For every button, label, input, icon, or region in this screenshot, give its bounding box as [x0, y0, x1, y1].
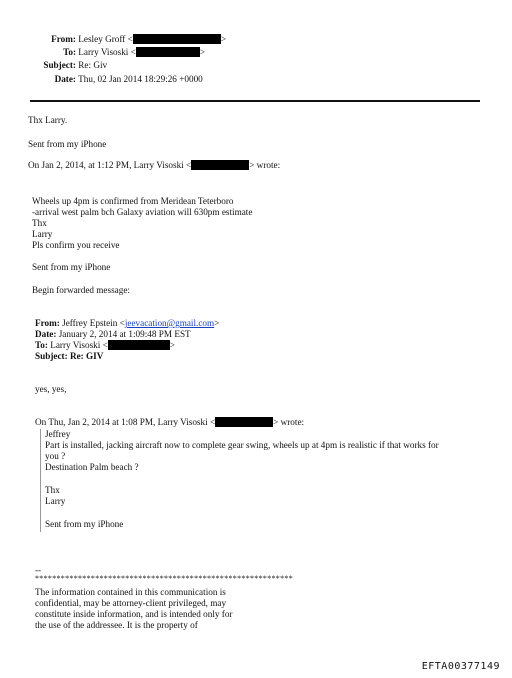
begin-forwarded: Begin forwarded message:	[32, 285, 130, 295]
subject-value: Re: Giv	[78, 60, 108, 70]
fwd-on-wrote-line	[35, 417, 304, 428]
thx-line: Thx Larry.	[28, 115, 68, 125]
bracket: >	[199, 47, 206, 57]
quote-signature: Larry	[45, 496, 66, 507]
disclaimer-line: the use of the addressee. It is the property of	[35, 620, 198, 631]
disclaimer-line: The information contained in this communication is	[35, 587, 226, 597]
quote-line: Part is installed, jacking aircraft now to complete gear swing, wheels up at 4pm is realistic if that works for	[45, 440, 439, 451]
quote-line: Jeffrey	[45, 429, 71, 439]
star-divider: ************************************************************	[35, 574, 293, 583]
header-from-row	[6, 34, 226, 45]
fwd-date-label: Date:	[35, 329, 57, 339]
redaction-bar	[133, 34, 221, 44]
bracket: >	[220, 34, 226, 44]
fwd-subject-value: Re: GIV	[69, 351, 104, 361]
header-to-row	[6, 47, 205, 58]
bracket: >	[169, 340, 175, 350]
message-body	[32, 196, 252, 251]
reply-text: yes, yes,	[35, 384, 67, 394]
header-subject-row	[6, 60, 107, 71]
signature-dashes: --	[35, 565, 42, 575]
from-value: Lesley Groff <	[78, 34, 133, 44]
date-label: Date:	[54, 74, 76, 84]
message-line: Wheels up 4pm is confirmed from Meridean Teterboro	[32, 196, 234, 206]
to-label: To:	[63, 47, 76, 57]
redaction-bar	[136, 47, 200, 57]
fwd-to-row	[35, 340, 175, 351]
to-value: Larry Visoski <	[78, 47, 136, 57]
fwd-to-value: Larry Visoski <	[50, 340, 108, 350]
fwd-on-suffix: > wrote:	[273, 417, 305, 427]
message-line: -arrival west palm bch Galaxy aviation will 630pm estimate	[32, 207, 253, 218]
fwd-from-row	[35, 318, 219, 329]
disclaimer	[35, 587, 233, 631]
fwd-subject-label: Subject:	[35, 351, 68, 361]
subject-label: Subject:	[43, 60, 76, 70]
message-line: Larry	[32, 229, 53, 240]
fwd-date-row	[35, 329, 191, 340]
fwd-to-label: To:	[35, 340, 48, 350]
header-date-row	[6, 74, 203, 85]
quote-sent-from: Sent from my iPhone	[45, 519, 124, 530]
fwd-subject-row	[35, 351, 103, 362]
quoted-message	[40, 429, 485, 532]
fwd-on-prefix: On Thu, Jan 2, 2014 at 1:08 PM, Larry Visoski <	[35, 417, 216, 427]
quote-line: you ?	[45, 451, 66, 462]
date-value: Thu, 02 Jan 2014 18:29:26 +0000	[78, 74, 203, 84]
on-date-wrote-line	[28, 160, 280, 171]
fwd-from-label: From:	[35, 318, 60, 328]
redaction-bar	[191, 160, 249, 170]
redaction-bar	[215, 417, 273, 427]
sent-from-line: Sent from my iPhone	[28, 139, 107, 149]
sent-from-line-2: Sent from my iPhone	[32, 262, 111, 272]
disclaimer-line: confidential, may be attorney-client privileged, may	[35, 598, 227, 609]
disclaimer-line: constitute inside information, and is intended only for	[35, 609, 233, 620]
message-line: Pls confirm you receive	[32, 240, 120, 251]
quote-thx: Thx	[45, 485, 60, 496]
on-line-prefix: On Jan 2, 2014, at 1:12 PM, Larry Visoski <	[28, 160, 192, 170]
fwd-from-name: Jeffrey Epstein <	[62, 318, 125, 328]
redaction-bar	[108, 340, 170, 350]
quote-line: Destination Palm beach ?	[45, 462, 139, 473]
bates-number: EFTA00377149	[421, 661, 500, 672]
header-divider	[30, 100, 480, 102]
on-line-suffix: > wrote:	[249, 160, 281, 170]
fwd-date-value: January 2, 2014 at 1:09:48 PM EST	[58, 329, 191, 339]
message-line: Thx	[32, 218, 47, 229]
from-label: From:	[51, 34, 76, 44]
bracket: >	[214, 318, 220, 328]
fwd-email-link[interactable]: jeevacation@gmail.com	[124, 318, 215, 328]
